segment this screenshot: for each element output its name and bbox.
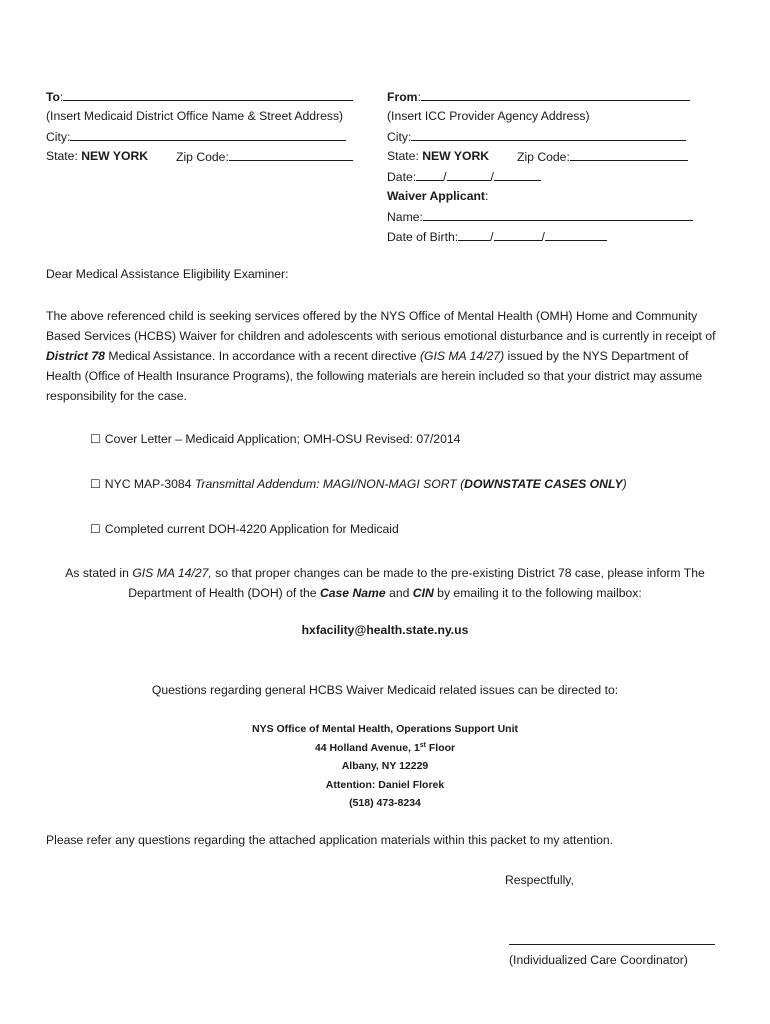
from-zip-field[interactable] <box>570 148 688 161</box>
date-year-field[interactable] <box>494 168 541 181</box>
applicant-name-line <box>387 208 693 225</box>
from-field[interactable] <box>421 88 690 101</box>
to-field[interactable] <box>63 88 353 101</box>
to-zip-label: Zip Code: <box>176 150 229 164</box>
from-line: From: <box>387 88 690 105</box>
from-zip-line <box>517 148 688 165</box>
email-address[interactable]: hxfacility@health.state.ny.us <box>301 623 469 637</box>
contact-street: 44 Holland Avenue, 1st Floor <box>314 741 456 754</box>
gis-paragraph-line-2: Department of Health (DOH) of the Case Name and CIN by emailing it to the following mailbox: <box>128 586 642 600</box>
contact-org: NYS Office of Mental Health, Operations Support Unit <box>251 723 519 735</box>
to-address-hint: (Insert Medicaid District Office Name & Street Address) <box>46 109 344 123</box>
closing: Respectfully, <box>505 873 574 887</box>
checklist-item: ☐ Cover Letter – Medicaid Application; OMH-OSU Revised: 07/2014 <box>90 432 461 446</box>
district-label: District 78 <box>46 349 105 363</box>
dob-year-field[interactable] <box>545 228 607 241</box>
gis-paragraph-line-1: As stated in GIS MA 14/27, so that proper changes can be made to the pre-existing District 78 case, please inform The <box>65 566 705 580</box>
refer-line: Please refer any questions regarding the attached application materials within this packet to my attention. <box>46 833 614 847</box>
to-city-line <box>46 128 346 145</box>
from-address-hint: (Insert ICC Provider Agency Address) <box>387 109 590 123</box>
from-city-line <box>387 128 686 145</box>
waiver-applicant-heading: Waiver Applicant: <box>387 189 489 203</box>
to-line: To: <box>46 88 353 105</box>
date-label: Date: <box>387 170 417 184</box>
dob-day-field[interactable] <box>494 228 542 241</box>
date-month-field[interactable] <box>416 168 443 181</box>
to-city-field[interactable] <box>70 128 346 141</box>
signature-caption: (Individualized Care Coordinator) <box>509 953 688 967</box>
from-city-label: City: <box>387 130 412 144</box>
from-state-line: State: NEW YORK <box>387 149 490 163</box>
body-paragraph: The above referenced child is seeking services offered by the NYS Office of Mental Health (OMH) Home and Community Based Services (HCBS) Waiver for children and adolescents with serious emotional disturbance and is currently in receipt of District 78 Medical Assistance. In accordance with a recent directive (GIS MA 14/27) issued by the NYS Department of Health (Office of Health Insurance Programs), the following materials are herein included so that your district may assume responsibility for the case. <box>46 309 716 403</box>
dob-line: Date of Birth: / / <box>387 228 607 245</box>
cin-label: CIN <box>412 586 434 600</box>
checkbox-icon[interactable]: ☐ <box>90 477 101 491</box>
to-state-line: State: NEW YORK <box>46 149 149 163</box>
signature-line[interactable] <box>509 944 715 945</box>
from-city-field[interactable] <box>411 128 686 141</box>
checkbox-icon[interactable]: ☐ <box>90 522 101 536</box>
contact-phone: (518) 473-8234 <box>349 797 421 809</box>
checklist-item: ☐ Completed current DOH-4220 Application for Medicaid <box>90 522 399 536</box>
case-name-label: Case Name <box>319 586 386 600</box>
to-city-label: City: <box>46 130 71 144</box>
checklist-item: ☐ NYC MAP-3084 Transmittal Addendum: MAGI/NON-MAGI SORT (DOWNSTATE CASES ONLY) <box>90 477 627 491</box>
applicant-name-field[interactable] <box>423 208 693 221</box>
to-state-value: NEW YORK <box>81 149 149 163</box>
date-line: Date: / / <box>387 168 541 185</box>
applicant-name-label: Name: <box>387 210 423 224</box>
salutation: Dear Medical Assistance Eligibility Examiner: <box>46 267 289 281</box>
to-label: To <box>46 90 60 104</box>
to-zip-line <box>176 148 353 165</box>
from-state-value: NEW YORK <box>422 149 490 163</box>
gis-reference: (GIS MA 14/27) <box>419 349 505 363</box>
date-day-field[interactable] <box>447 168 491 181</box>
contact-attention: Attention: Daniel Florek <box>325 778 445 791</box>
checkbox-icon[interactable]: ☐ <box>90 432 101 446</box>
from-label: From <box>387 90 418 104</box>
contact-city: Albany, NY 12229 <box>341 760 429 772</box>
dob-label: Date of Birth: <box>387 230 459 244</box>
to-zip-field[interactable] <box>229 148 353 161</box>
questions-line: Questions regarding general HCBS Waiver Medicaid related issues can be directed to: <box>151 683 619 697</box>
dob-month-field[interactable] <box>458 228 490 241</box>
from-zip-label: Zip Code: <box>517 150 570 164</box>
